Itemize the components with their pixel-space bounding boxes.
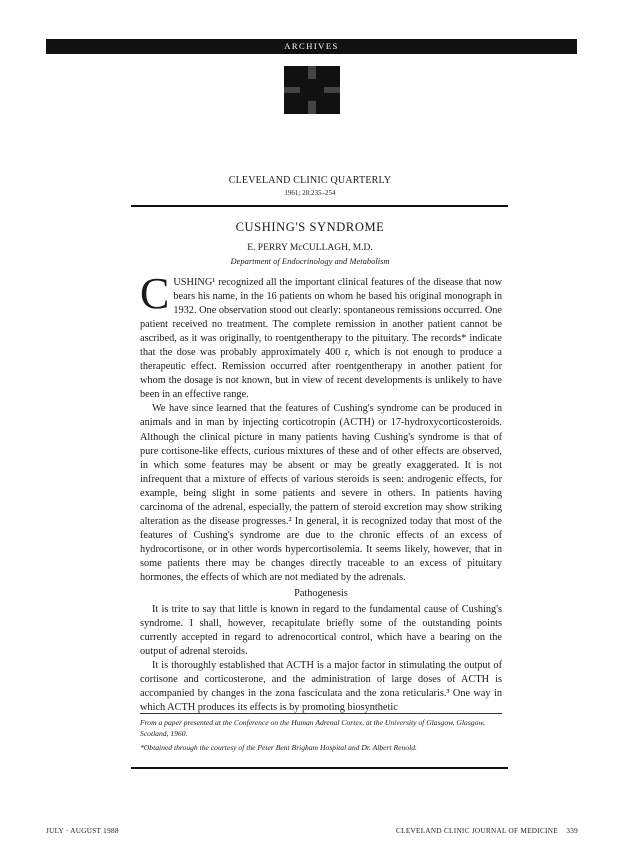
paragraph-1 — [140, 269, 502, 402]
drop-cap: C — [140, 269, 170, 318]
section-label: ARCHIVES — [284, 41, 339, 51]
footnote-rule — [140, 713, 502, 714]
footnote-courtesy: *Obtained through the courtesy of the Peter Bent Brigham Hospital and Dr. Albert Renold. — [140, 743, 417, 752]
paragraph-3: It is trite to say that little is known in regard to the fundamental cause of Cushing's syndrome. I shall, however, recapitulate briefly some of the outstanding points currently accepted in regard to adrenocortical control, which have a bearing on the output of adrenal steroids. — [140, 604, 502, 658]
footer-journal: CLEVELAND CLINIC JOURNAL OF MEDICINE — [396, 827, 558, 835]
author-name: E. PERRY McCULLAGH, M.D. — [247, 243, 373, 253]
footer-date: JULY · AUGUST 1988 — [46, 827, 119, 835]
paragraph-4: It is thoroughly established that ACTH is a major factor in stimulating the output of cortisone and corticosterone, and the administration of large doses of ACTH is accompanied by changes in the zona fasciculata and the zona reticularis.³ One way in which ACTH produces its effects is by promoting biosynthetic — [140, 660, 502, 714]
journal-name: CLEVELAND CLINIC QUARTERLY — [228, 175, 392, 186]
article-body — [140, 269, 502, 715]
section-heading: Pathogenesis — [294, 588, 348, 600]
citation: 1961; 28:235–254 — [284, 189, 336, 197]
archives-banner — [46, 39, 577, 54]
footnotes — [140, 717, 502, 756]
paragraph-1-text: USHING¹ recognized all the important clinical features of the disease that now bears his name, in the 16 patients on whom he based his original monograph in 1932. One observation stood out clearly: spontaneous remissions occurred. One patient received no treatment. The complete remission in another patient cannot be ascribed, as it was originally, to roentgentherapy to the pituitary. The records* indicate that the dose was probably approximately 400 r, which is not enough to produce a therapeutic effect. Remission occurred after roentgentherapy in another patient for whom the dosage is not known, but in view of recent developments is unlikely to have been in an effective range. — [140, 277, 502, 401]
header-rule — [131, 205, 508, 207]
page-number: 339 — [566, 827, 578, 835]
article-title: CUSHING'S SYNDROME — [235, 220, 385, 234]
footer-journal-page — [396, 827, 578, 835]
cleveland-clinic-logo-icon — [284, 66, 340, 114]
footnote-source: From a paper presented at the Conference on the Human Adrenal Cortex, at the University of Glasgow, Glasgow, Scotland, 1960. — [140, 718, 485, 738]
bottom-rule — [131, 767, 508, 769]
paragraph-2: We have since learned that the features of Cushing's syndrome can be produced in animals and in man by injecting corticotropin (ACTH) or 17-hydroxycorticosteroids. Although the clinical picture in many patients having Cushing's syndrome is that of pure cortisone-like effects, curious mixtures of these and of other effects are observed, in which some features may be absent or may be greatly exaggerated. It is not infrequent that a mixture of effects of various steroids is seen: androgenic effects, for example, being slight in some patients and severe in others. In patients having carcinoma of the adrenal, especially, the pattern of steroid excretion may show striking alteration as the disease progresses.² In general, it is recognized today that most of the features of Cushing's syndrome are due to the chronic effects of an excess of hydrocortisone, or in other words hypercortisolemia. It seems likely, however, that in some patients there may be changes directly traceable to an excess of pituitary hormones, the effects of which are not mediated by the adrenals. — [140, 403, 502, 583]
author-department: Department of Endocrinology and Metabolism — [230, 256, 390, 266]
